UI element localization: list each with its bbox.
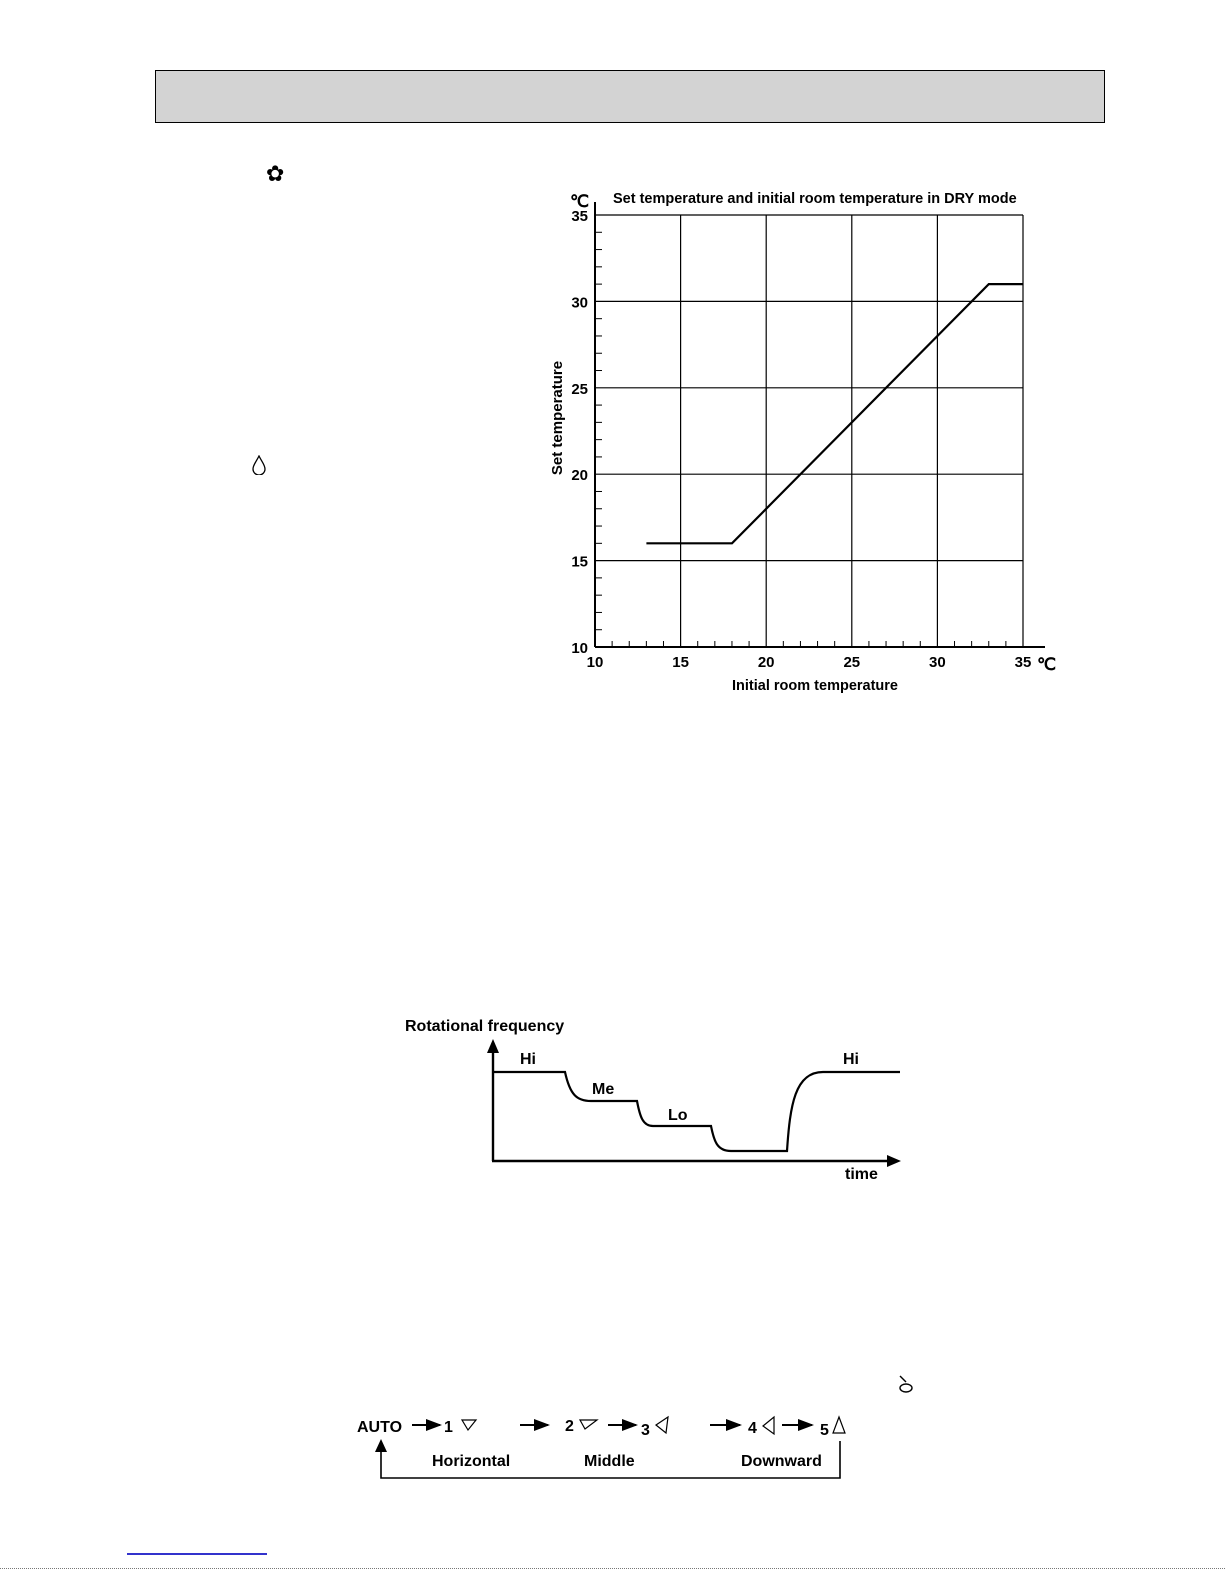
x-tick-label: 15 (672, 654, 689, 671)
level-hi-2: Hi (843, 1051, 859, 1068)
fan-icon: ✿ (266, 162, 285, 187)
y-tick-label: 30 (571, 294, 588, 312)
group-middle: Middle (584, 1453, 635, 1470)
vane-swing-icon (897, 1374, 915, 1400)
position-1-label: 1 (444, 1419, 453, 1436)
y-unit-label: ℃ (570, 192, 590, 211)
fan-speed-curve (493, 1072, 900, 1151)
fan-x-arrow (887, 1155, 901, 1167)
vane-pos-3-icon (656, 1417, 668, 1433)
dry-mode-chart (540, 180, 1080, 700)
section-header-bar (155, 70, 1105, 123)
level-lo: Lo (668, 1107, 688, 1124)
rotational-frequency-label: Rotational frequency (405, 1018, 565, 1035)
level-me: Me (592, 1081, 615, 1098)
position-2-label: 2 (565, 1418, 574, 1435)
y-tick-labels (571, 208, 588, 657)
x-tick-label: 10 (586, 654, 604, 671)
vane-pos-4-icon (763, 1417, 774, 1434)
y-tick-label: 35 (571, 208, 588, 225)
chart-grid (595, 215, 1023, 647)
y-tick-label: 15 (571, 553, 588, 571)
position-5-label: 5 (820, 1422, 829, 1439)
vane-pos-5-icon (833, 1417, 845, 1433)
x-tick-label: 20 (757, 654, 775, 671)
y-tick-label: 25 (571, 380, 588, 398)
y-tick-label: 10 (571, 640, 588, 657)
x-tick-labels (587, 654, 1032, 671)
footer-link-underline (127, 1553, 267, 1555)
position-4-label: 4 (748, 1420, 757, 1437)
time-label: time (845, 1166, 878, 1183)
vane-pos-1-icon (462, 1420, 476, 1430)
footer-dotted-rule (0, 1568, 1225, 1569)
x-axis-label: Initial room temperature (732, 678, 898, 694)
level-hi-1: Hi (520, 1051, 536, 1068)
vane-sequence-diagram (350, 1405, 870, 1495)
chart-minor-ticks (595, 232, 1006, 647)
x-unit-label: ℃ (1037, 655, 1057, 674)
fan-y-arrow (487, 1039, 499, 1053)
x-tick-label: 30 (929, 654, 946, 671)
series-line (646, 284, 1023, 543)
y-tick-label: 20 (571, 467, 588, 485)
vane-pos-2-icon (580, 1420, 597, 1429)
water-drop-icon (252, 455, 266, 479)
y-axis-label: Set temperature (549, 360, 566, 476)
chart-title: Set temperature and initial room temperature in DRY mode (613, 191, 1017, 207)
group-downward: Downward (741, 1453, 822, 1470)
position-3-label: 3 (641, 1422, 650, 1439)
return-loop-arrow (375, 1439, 387, 1452)
group-horizontal: Horizontal (432, 1453, 511, 1470)
x-tick-label: 25 (843, 654, 861, 671)
fan-speed-diagram (395, 1005, 915, 1195)
auto-label: AUTO (357, 1419, 403, 1436)
x-tick-label: 35 (1014, 654, 1032, 671)
